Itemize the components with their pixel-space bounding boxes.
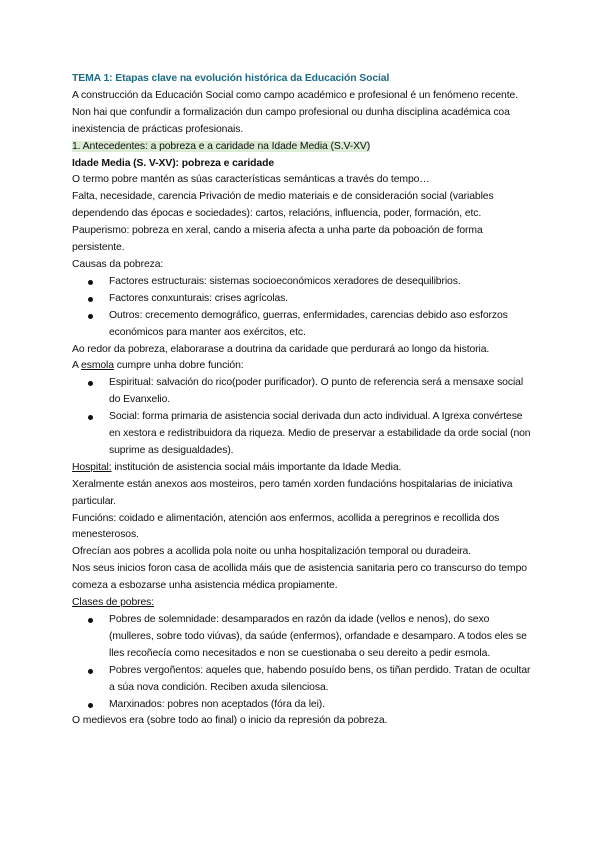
paragraph: Non hai que confundir a formalización dun campo profesional ou dunha disciplina académica coa inexistencia de prácticas profesionais. [72, 106, 510, 135]
bullet-icon [88, 280, 93, 285]
list-item: Pobres de solemnidade: desamparados en razón da idade (vellos e nenos), do sexo (mulleres, sobre todo viúvas), da saúde (enfermos), orfandade e desamparo. A todos eles se lles recoñecía como necesitados e non se cuestionaba o seu dereito a pedir esmola. [72, 612, 532, 663]
bullet-icon [88, 314, 93, 319]
document-title: TEMA 1: Etapas clave na evolución histórica da Educación Social [72, 73, 390, 84]
list-item: Pobres vergoñentos: aqueles que, habendo posuído bens, os tiñan perdido. Tratan de ocultar a súa nova condición. Reciben axuda silenciosa. [72, 663, 532, 697]
list-item: Marxinados: pobres non aceptados (fóra da lei). [72, 697, 532, 714]
list-item: Factores estructurais: sistemas socioeconómicos xeradores de desequilibrios. [72, 274, 532, 291]
section-heading [72, 139, 532, 156]
classes-label: Clases de pobres: [72, 597, 155, 609]
bullet-icon [88, 381, 93, 386]
list-item: Outros: crecemento demográfico, guerras, enfermidades, carencias debido aso esforzos económicos para manter aos exércitos, etc. [72, 308, 532, 342]
paragraph: O termo pobre mantén as súas características semánticas a través do tempo… [72, 174, 430, 186]
paragraph: Falta, necesidade, carencia Privación de medio materiais e de consideración social (variables dependendo das épocas e sociedades): cartos, relacións, influencia, poder, formación, etc. [72, 191, 494, 220]
highlighted-heading: 1. Antecedentes: a pobreza e a caridade na Idade Media (S.V-XV) [72, 140, 371, 152]
paragraph: A construcción da Educación Social como campo académico e profesional é un fenómeno recente. [72, 89, 518, 101]
paragraph: Ofrecían aos pobres a acollida pola noite ou unha hospitalización temporal ou duradeira. [72, 546, 472, 558]
classes-list [72, 612, 532, 713]
bullet-icon [88, 415, 93, 420]
causes-label: Causas da pobreza: [72, 258, 164, 270]
bullet-icon [88, 297, 93, 302]
paragraph: O medievos era (sobre todo ao final) o inicio da represión da pobreza. [72, 715, 388, 727]
bullet-icon [88, 669, 93, 674]
paragraph: Pauperismo: pobreza en xeral, cando a miseria afecta a unha parte da poboación de forma persistente. [72, 225, 483, 254]
section-subheading: Idade Media (S. V-XV): pobreza e caridade [72, 157, 275, 169]
hospital-term: Hospital: [72, 461, 112, 473]
bullet-icon [88, 703, 93, 708]
hospital-line: Hospital: institución de asistencia social máis importante da Idade Media. [72, 461, 402, 473]
esmola-term: esmola [81, 360, 114, 372]
list-item: Espiritual: salvación do rico(poder purificador). O punto de referencia será a mensaxe social do Evanxelio. [72, 375, 532, 409]
functions-list [72, 375, 532, 460]
bullet-icon [88, 618, 93, 623]
esmola-line: A esmola cumpre unha dobre función: [72, 360, 244, 372]
paragraph: Funcións: coidado e alimentación, atención aos enfermos, acollida a peregrinos e recollida dos menesterosos. [72, 512, 500, 541]
paragraph: Xeralmente están anexos aos mosteiros, pero tamén xorden fundacións hospitalarias de iniciativa particular. [72, 478, 513, 507]
paragraph: Ao redor da pobreza, elaborarase a doutrina da caridade que perdurará ao longo da historia. [72, 343, 490, 355]
list-item: Factores conxunturais: crises agrícolas. [72, 291, 532, 308]
paragraph: Nos seus inicios foron casa de acollida máis que de asistencia sanitaria pero co transcurso do tempo comeza a esbozarse unha asistencia médica propiamente. [72, 563, 527, 592]
list-item: Social: forma primaria de asistencia social derivada dun acto individual. A Igrexa convértese en xestora e redistribuidora da riqueza. Medio de preservar a estabilidade da orde social (non suprime as desigualdades). [72, 409, 532, 460]
document-body [72, 71, 532, 730]
causes-list [72, 274, 532, 342]
